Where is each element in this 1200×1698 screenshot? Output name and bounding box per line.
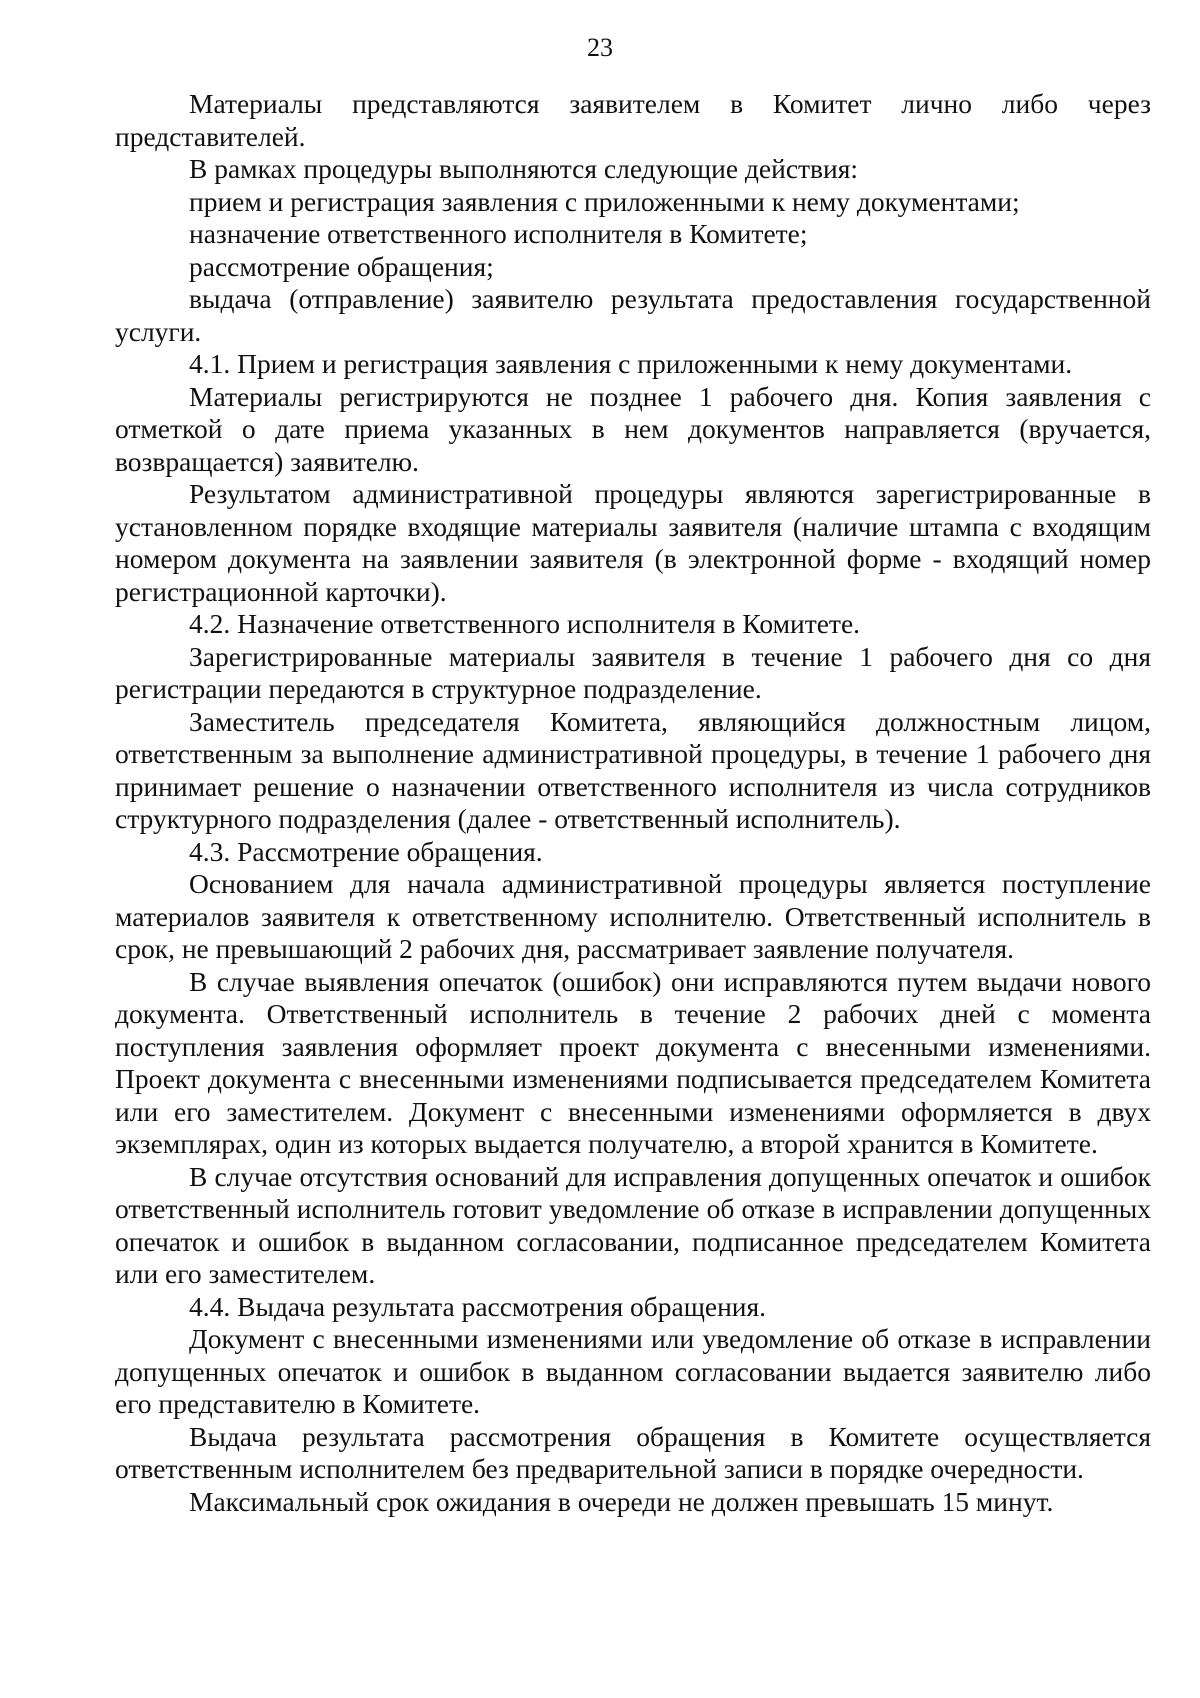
paragraph: Материалы представляются заявителем в Комитет лично либо через представителей. <box>115 88 1151 152</box>
paragraph: Основанием для начала административной процедуры является поступление материалов заявителя к ответственному исполнителю. Ответственный исполнитель в срок, не превышающий 2 рабочих дня, рассматривает заявление получателя. <box>115 868 1151 964</box>
list-item: рассмотрение обращения; <box>189 250 494 282</box>
document-body <box>115 88 1151 1518</box>
paragraph: В случае выявления опечаток (ошибок) они исправляются путем выдачи нового документа. Ответственный исполнитель в течение 2 рабочих дней с момента поступления заявления оформляет проект документа с внесенными изменениями. Проект документа с внесенными изменениями подписывается председателем Комитета или его заместителем. Документ с внесенными изменениями оформляется в двух экземплярах, один из которых выдается получателю, а второй хранится в Комитете. <box>115 965 1151 1159</box>
section-heading: 4.2. Назначение ответственного исполнителя в Комитете. <box>189 608 861 639</box>
section-heading: 4.3. Рассмотрение обращения. <box>189 835 543 867</box>
page-number: 23 <box>587 33 613 62</box>
paragraph: Зарегистрированные материалы заявителя в течение 1 рабочего дня со дня регистрации передаются в структурное подразделение. <box>115 640 1151 704</box>
paragraph: В случае отсутствия оснований для исправления допущенных опечаток и ошибок ответственный исполнитель готовит уведомление об отказе в исправлении допущенных опечаток и ошибок в выданном согласовании, подписанное председателем Комитета или его заместителем. <box>115 1160 1151 1289</box>
list-item: назначение ответственного исполнителя в Комитете; <box>189 218 808 249</box>
list-item: выдача (отправление) заявителю результата предоставления государственной услуги. <box>115 283 1151 347</box>
list-item: прием и регистрация заявления с приложенными к нему документами; <box>189 185 1020 217</box>
paragraph: Документ с внесенными изменениями или уведомление об отказе в исправлении допущенных опечаток и ошибок в выданном согласовании выдается заявителю либо его представителю в Комитете. <box>115 1323 1151 1419</box>
section-heading: 4.1. Прием и регистрация заявления с приложенными к нему документами. <box>189 348 1073 379</box>
paragraph: В рамках процедуры выполняются следующие действия: <box>189 153 859 184</box>
paragraph: Заместитель председателя Комитета, являющийся должностным лицом, ответственным за выполнение административной процедуры, в течение 1 рабочего дня принимает решение о назначении ответственного исполнителя из числа сотрудников структурного подразделения (далее - ответственный исполнитель). <box>115 705 1151 834</box>
section-heading: 4.4. Выдача результата рассмотрения обращения. <box>189 1290 767 1322</box>
paragraph: Результатом административной процедуры являются зарегистрированные в установленном порядке входящие материалы заявителя (наличие штампа с входящим номером документа на заявлении заявителя (в электронной форме - входящий номер регистрационной карточки). <box>115 478 1151 607</box>
paragraph: Выдача результата рассмотрения обращения в Комитете осуществляется ответственным исполнителем без предварительной записи в порядке очередности. <box>115 1420 1151 1484</box>
paragraph: Материалы регистрируются не позднее 1 рабочего дня. Копия заявления с отметкой о дате приема указанных в нем документов направляется (вручается, возвращается) заявителю. <box>115 380 1151 477</box>
paragraph: Максимальный срок ожидания в очереди не должен превышать 15 минут. <box>189 1485 1054 1517</box>
